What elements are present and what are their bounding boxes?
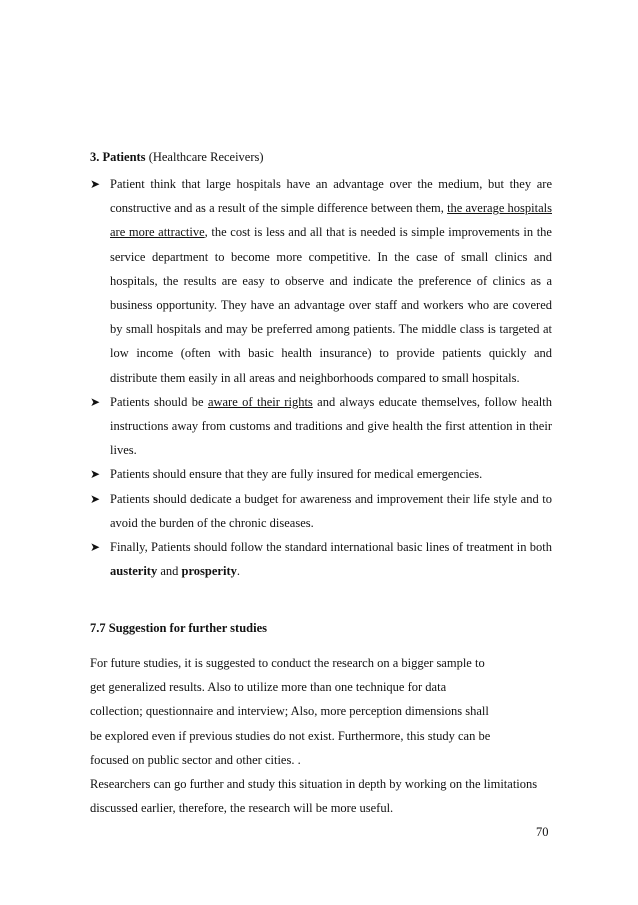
patients-bullet-list xyxy=(90,172,552,583)
arrow-bullet-icon: ➤ xyxy=(90,467,101,482)
bold-term-austerity: austerity xyxy=(110,564,158,579)
bullet-text: Finally, Patients should follow the standard international basic lines of treatment in both xyxy=(110,540,552,555)
bullet-text-continued: , the cost is less and all that is needed is simple improvements in the service department to become more competitive. In the case of small clinics and hospitals, the results are easy to observe and indicate the preference of clinics as a business opportunity. They have an advantage over staff and workers who are covered by small hospitals and may be preferred among patients. The middle class is targeted at low income (often with basic health insurance) to provide patients quickly and distribute them easily in all areas and neighborhoods compared to small hospitals. xyxy=(110,225,552,385)
arrow-bullet-icon: ➤ xyxy=(90,394,101,409)
section-subtitle: (Healthcare Receivers) xyxy=(148,150,264,164)
list-item xyxy=(90,390,552,463)
list-item xyxy=(90,487,552,535)
list-item xyxy=(90,172,552,390)
section-title: Patients xyxy=(102,150,146,164)
page-number: 70 xyxy=(536,825,549,839)
bullet-text: Patient think that large hospitals have an advantage over the medium, but they are constructive and as a result of the simple difference between them, xyxy=(110,177,552,216)
section-number: 3 xyxy=(90,150,97,164)
arrow-bullet-icon: ➤ xyxy=(90,540,101,555)
bold-term-prosperity: prosperity xyxy=(181,564,237,579)
section-title: 7.7 Suggestion for further studies xyxy=(90,621,267,635)
paragraph: For future studies, it is suggested to conduct the research on a bigger sample to get generalized results. Also to utilize more than one technique for data collection; questionnaire and interview; Also, more perception dimensions shall be explored even if previous studies do not exist. Furthermore, this study can be focused on public sector and other cities. . xyxy=(90,656,491,767)
section-heading-patients xyxy=(90,149,264,165)
arrow-bullet-icon: ➤ xyxy=(90,491,101,506)
bullet-text: Patients should dedicate a budget for awareness and improvement their life style and to avoid the burden of the chronic diseases. xyxy=(110,491,552,530)
paragraph: Researchers can go further and study this situation in depth by working on the limitations discussed earlier, therefore, the research will be more useful. xyxy=(90,777,538,816)
suggestions-body xyxy=(90,651,552,820)
arrow-bullet-icon: ➤ xyxy=(90,177,101,191)
section-heading-suggestions xyxy=(90,620,267,636)
bullet-text: Patients should be xyxy=(110,394,208,409)
bullet-text-mid: and xyxy=(157,564,182,579)
bullet-text-continued: and always educate themselves, follow health instructions away from customs and traditions and give health the first attention in their lives. xyxy=(110,394,552,458)
bullet-text: Patients should ensure that they are fully insured for medical emergencies. xyxy=(110,467,483,482)
list-item xyxy=(90,535,552,583)
heading-dot: . xyxy=(96,150,100,164)
bullet-text-end: . xyxy=(236,564,240,579)
underlined-text: the average hospitals are more attractive xyxy=(110,201,552,240)
list-item xyxy=(90,462,552,486)
underlined-text: aware of their rights xyxy=(207,394,313,409)
